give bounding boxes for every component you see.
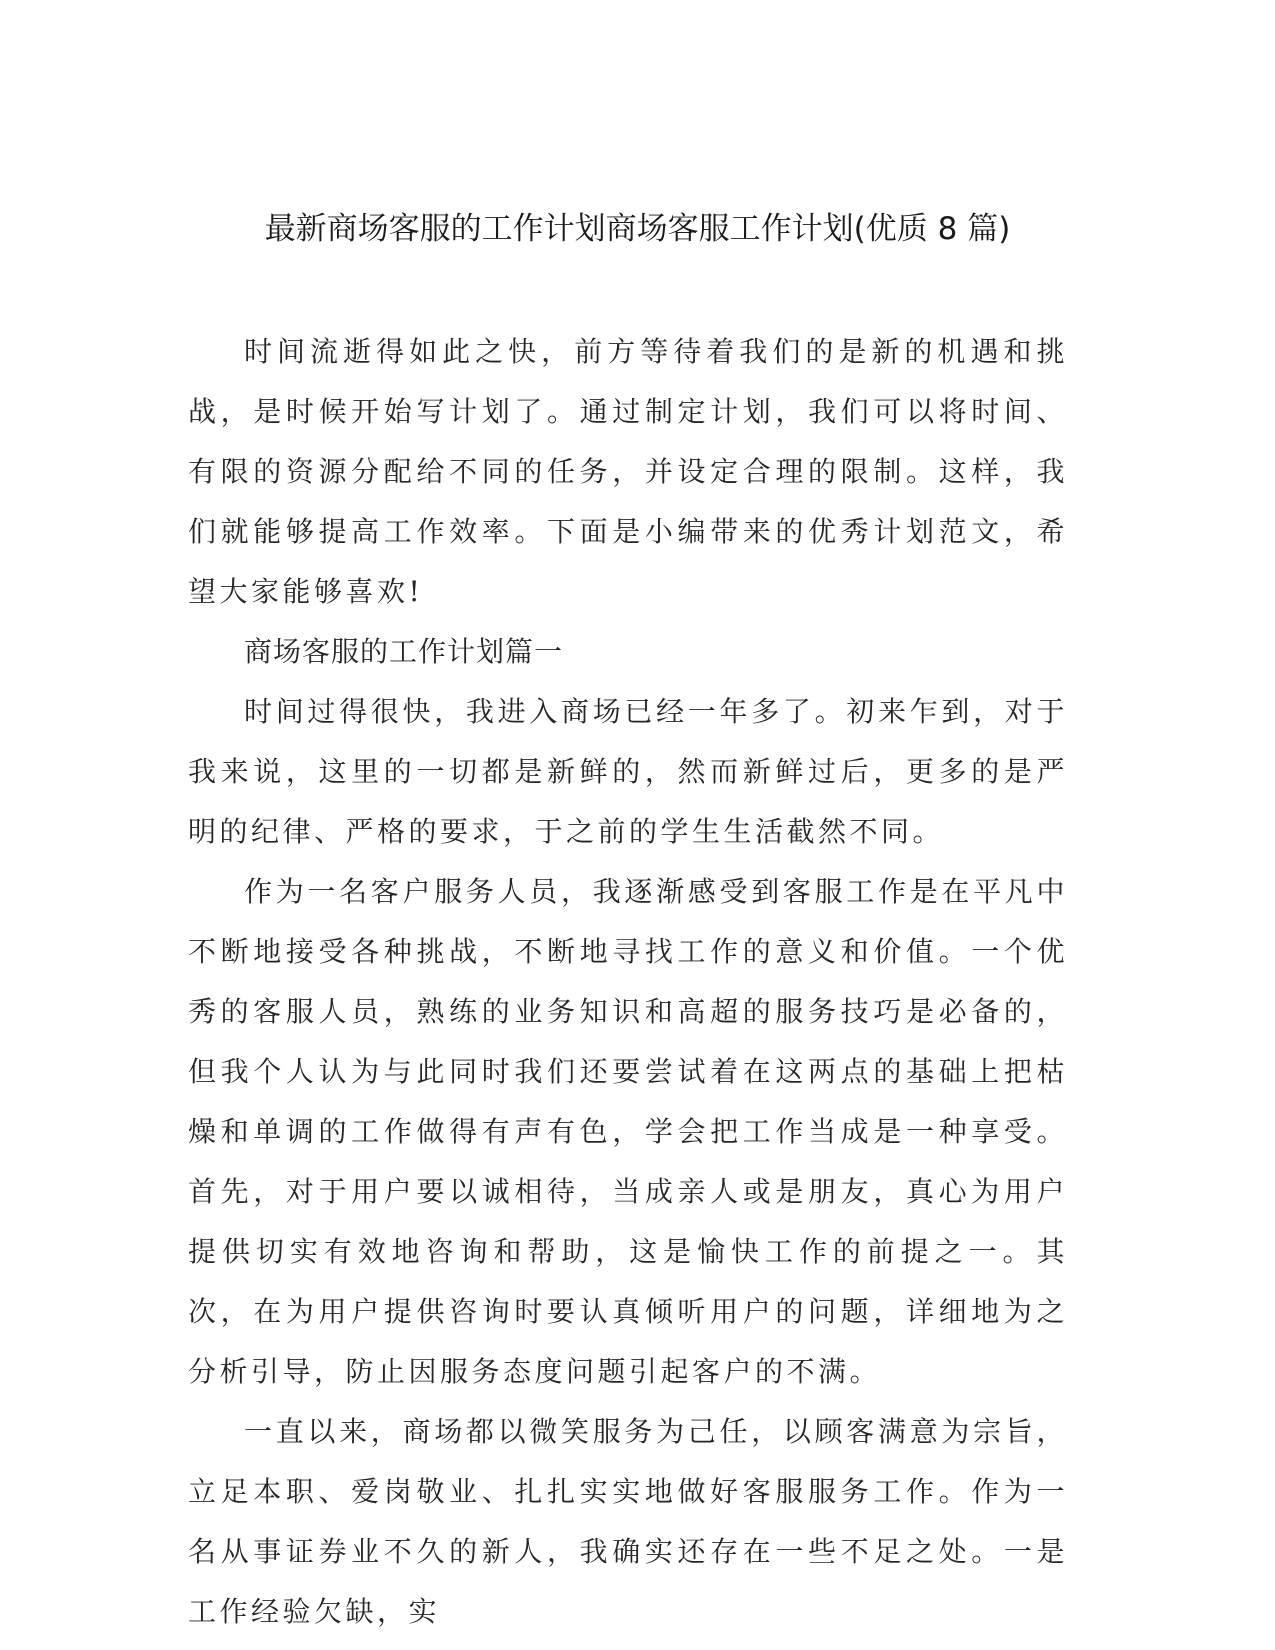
paragraph: 作为一名客户服务人员，我逐渐感受到客服工作是在平凡中不断地接受各种挑战，不断地寻找工作的意义和价值。一个优秀的客服人员，熟练的业务知识和高超的服务技巧是必备的，但我个人认为与此同时我们还要尝试着在这两点的基础上把枯燥和单调的工作做得有声有色，学会把工作当成是一种享受。首先，对于用户要以诚相待，当成亲人或是朋友，真心为用户提供切实有效地咨询和帮助，这是愉快工作的前提之一。其次，在为用户提供咨询时要认真倾听用户的问题，详细地为之分析引导，防止因服务态度问题引起客户的不满。	[188, 875, 1068, 1388]
paragraph: 时间过得很快，我进入商场已经一年多了。初来乍到，对于我来说，这里的一切都是新鲜的，然而新鲜过后，更多的是严明的纪律、严格的要求，于之前的学生生活截然不同。	[188, 695, 1068, 848]
section-heading: 商场客服的工作计划篇一	[244, 635, 564, 668]
paragraph: 一直以来，商场都以微笑服务为己任，以顾客满意为宗旨，立足本职、爱岗敬业、扎扎实实地做好客服服务工作。作为一名从事证券业不久的新人，我确实还存在一些不足之处。一是工作经验欠缺，实	[188, 1415, 1068, 1628]
paragraph-intro: 时间流逝得如此之快，前方等待着我们的是新的机遇和挑战，是时候开始写计划了。通过制定计划，我们可以将时间、有限的资源分配给不同的任务，并设定合理的限制。这样，我们就能够提高工作效率。下面是小编带来的优秀计划范文，希望大家能够喜欢!	[188, 335, 1068, 608]
document-title: 最新商场客服的工作计划商场客服工作计划(优质 8 篇)	[264, 211, 1011, 247]
document-body	[188, 322, 1068, 1642]
